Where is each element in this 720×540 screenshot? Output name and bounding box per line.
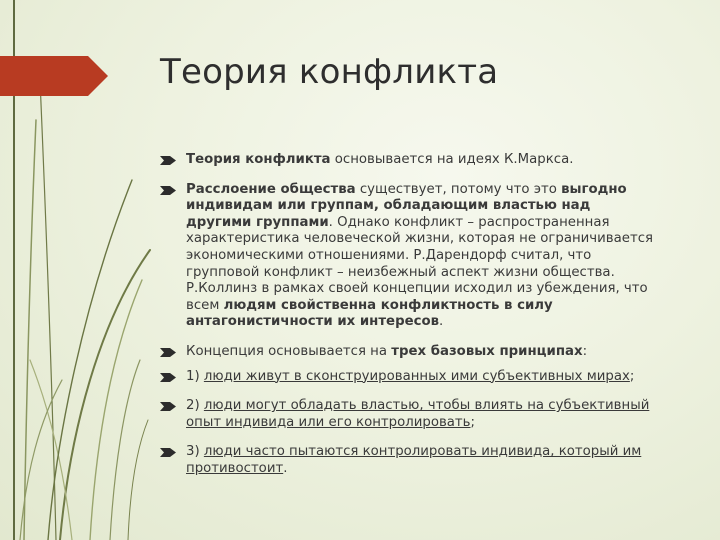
bullet-run: существует, потому что это xyxy=(355,181,562,197)
bullet-list xyxy=(160,152,660,491)
arrow-bullet-icon xyxy=(160,348,176,357)
bullet-run: Теория конфликта xyxy=(186,152,331,167)
bullet-run: . xyxy=(439,314,444,330)
bullet-run: . Однако конфликт – распространенная характеристика человеческой жизни, которая не ограничивается экономическими отношениями. Р.Дарендорф считал, что групповой конфликт – неизбежный аспект жизни общества. Р.Коллинз в рамках своей концепции исходил из убеждения, что всем xyxy=(186,214,654,313)
bullet-item xyxy=(160,369,660,386)
bullet-run: 1) xyxy=(186,368,204,384)
arrow-bullet-icon xyxy=(160,186,176,195)
bullet-run: людям свойственна конфликтность в силу антагонистичности их интересов xyxy=(186,297,553,330)
bullet-item xyxy=(160,182,660,331)
arrow-bullet-icon xyxy=(160,402,176,411)
bullet-run: выгодно индивидам или группам, обладающим властью над другими группами xyxy=(186,181,627,230)
bullet-run: Концепция основывается на xyxy=(186,343,392,359)
bullet-run: ; xyxy=(470,414,476,430)
bullet-run: 2) xyxy=(186,398,204,414)
bullet-run: . xyxy=(283,460,288,476)
bullet-run: : xyxy=(582,343,588,359)
bullet-run: люди живут в сконструированных ими субъективных мирах xyxy=(203,368,630,384)
slide-title: Теория конфликта xyxy=(160,52,499,92)
bullet-text xyxy=(186,344,587,359)
bullet-run: люди часто пытаются контролировать индивида, который им противостоит xyxy=(186,444,642,476)
bullet-run: трех базовых принципах xyxy=(391,343,583,359)
arrow-bullet-icon xyxy=(160,373,176,382)
bullet-text xyxy=(186,152,573,167)
bullet-item xyxy=(160,344,660,361)
bullet-run: основывается на идеях К.Маркса. xyxy=(330,152,574,167)
bullet-text xyxy=(186,369,634,384)
arrow-bullet-icon xyxy=(160,448,176,457)
bullet-text xyxy=(186,182,653,330)
arrow-bullet-icon xyxy=(160,156,176,165)
bullet-run: Расслоение общества xyxy=(186,181,356,197)
bullet-item xyxy=(160,444,660,477)
bullet-run: люди могут обладать властью, чтобы влиять на субъективный опыт индивида или его контролировать xyxy=(186,398,650,430)
accent-shape xyxy=(0,56,108,96)
bullet-item xyxy=(160,152,660,169)
bullet-run: ; xyxy=(629,368,635,384)
bullet-text xyxy=(186,398,649,430)
bullet-text xyxy=(186,444,641,476)
title-accent-bar xyxy=(0,56,108,96)
bullet-run: 3) xyxy=(186,444,204,460)
bullet-item xyxy=(160,398,660,431)
